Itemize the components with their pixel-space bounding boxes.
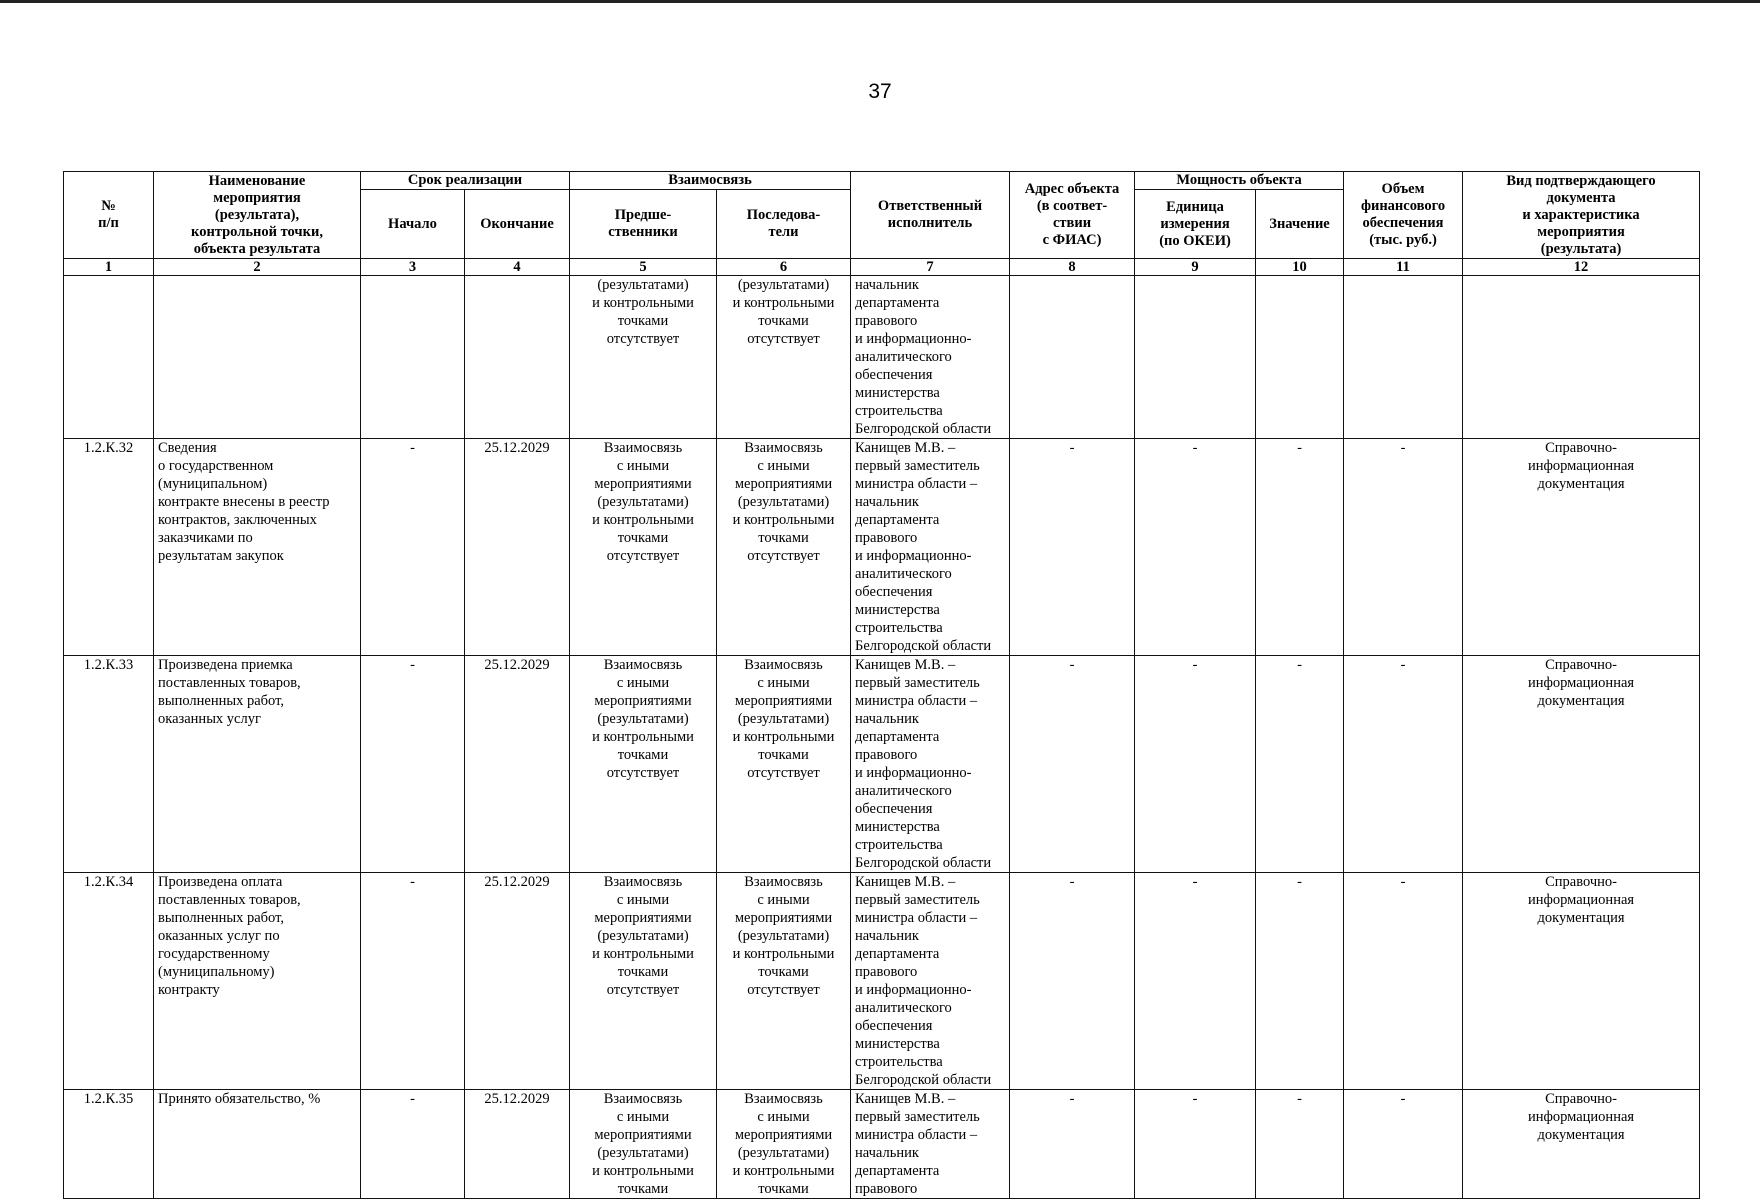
table-row bbox=[64, 1090, 1700, 1199]
cell-number bbox=[64, 276, 154, 439]
cell-end: 25.12.2029 bbox=[465, 873, 570, 1090]
cell-value: - bbox=[1256, 439, 1344, 656]
cell-doc: Справочно- информационная документация bbox=[1463, 439, 1700, 656]
cell-end: 25.12.2029 bbox=[465, 656, 570, 873]
header-start: Начало bbox=[361, 190, 465, 259]
cell-responsible: Канищев М.В. – первый заместитель министра области – начальник департамента правового и информационно- аналитического обеспечения министерства строительства Белгородской области bbox=[851, 873, 1010, 1090]
cell-number: 1.2.К.34 bbox=[64, 873, 154, 1090]
cell-responsible: Канищев М.В. – первый заместитель министра области – начальник департамента правового и информационно- аналитического обеспечения министерства строительства Белгородской области bbox=[851, 656, 1010, 873]
top-border-line bbox=[0, 0, 1760, 3]
cell-doc: Справочно- информационная документация bbox=[1463, 1090, 1700, 1199]
column-number: 10 bbox=[1256, 259, 1344, 276]
cell-start: - bbox=[361, 873, 465, 1090]
header-predecessors: Предше- ственники bbox=[570, 190, 717, 259]
cell-finance: - bbox=[1344, 873, 1463, 1090]
column-number-row bbox=[64, 259, 1700, 276]
cell-doc: Справочно- информационная документация bbox=[1463, 656, 1700, 873]
cell-start: - bbox=[361, 1090, 465, 1199]
table-row bbox=[64, 873, 1700, 1090]
cell-successors: Взаимосвязь с иными мероприятиями (результатами) и контрольными точками отсутствует bbox=[717, 656, 851, 873]
cell-value: - bbox=[1256, 873, 1344, 1090]
column-number: 6 bbox=[717, 259, 851, 276]
cell-responsible: Канищев М.В. – первый заместитель министра области – начальник департамента правового и информационно- аналитического обеспечения министерства строительства Белгородской области bbox=[851, 439, 1010, 656]
cell-start bbox=[361, 276, 465, 439]
column-number: 1 bbox=[64, 259, 154, 276]
cell-finance: - bbox=[1344, 439, 1463, 656]
header-srok: Срок реализации bbox=[361, 172, 570, 190]
cell-value bbox=[1256, 276, 1344, 439]
cell-start: - bbox=[361, 439, 465, 656]
cell-address: - bbox=[1010, 439, 1135, 656]
column-number: 3 bbox=[361, 259, 465, 276]
cell-start: - bbox=[361, 656, 465, 873]
cell-number: 1.2.К.32 bbox=[64, 439, 154, 656]
cell-unit: - bbox=[1135, 873, 1256, 1090]
cell-predecessors: (результатами) и контрольными точками отсутствует bbox=[570, 276, 717, 439]
column-number: 7 bbox=[851, 259, 1010, 276]
cell-name: Произведена оплата поставленных товаров, выполненных работ, оказанных услуг по государственному (муниципальному) контракту bbox=[154, 873, 361, 1090]
header-responsible: Ответственный исполнитель bbox=[851, 172, 1010, 259]
cell-finance: - bbox=[1344, 656, 1463, 873]
cell-address bbox=[1010, 276, 1135, 439]
header-unit: Единица измерения (по ОКЕИ) bbox=[1135, 190, 1256, 259]
column-number: 9 bbox=[1135, 259, 1256, 276]
column-number: 2 bbox=[154, 259, 361, 276]
cell-successors: Взаимосвязь с иными мероприятиями (результатами) и контрольными точками bbox=[717, 1090, 851, 1199]
cell-value: - bbox=[1256, 1090, 1344, 1199]
cell-name: Сведения о государственном (муниципальном) контракте внесены в реестр контрактов, заключенных заказчиками по результатам закупок bbox=[154, 439, 361, 656]
column-number: 11 bbox=[1344, 259, 1463, 276]
cell-address: - bbox=[1010, 656, 1135, 873]
header-finance: Объем финансового обеспечения (тыс. руб.) bbox=[1344, 172, 1463, 259]
cell-responsible: начальник департамента правового и информационно- аналитического обеспечения министерства строительства Белгородской области bbox=[851, 276, 1010, 439]
cell-finance: - bbox=[1344, 1090, 1463, 1199]
cell-successors: Взаимосвязь с иными мероприятиями (результатами) и контрольными точками отсутствует bbox=[717, 439, 851, 656]
header-name: Наименование мероприятия (результата), контрольной точки, объекта результата bbox=[154, 172, 361, 259]
cell-value: - bbox=[1256, 656, 1344, 873]
header-number: № п/п bbox=[64, 172, 154, 259]
cell-doc: Справочно- информационная документация bbox=[1463, 873, 1700, 1090]
cell-doc bbox=[1463, 276, 1700, 439]
column-number: 4 bbox=[465, 259, 570, 276]
header-successors: Последова- тели bbox=[717, 190, 851, 259]
cell-unit: - bbox=[1135, 656, 1256, 873]
cell-predecessors: Взаимосвязь с иными мероприятиями (результатами) и контрольными точками bbox=[570, 1090, 717, 1199]
cell-predecessors: Взаимосвязь с иными мероприятиями (результатами) и контрольными точками отсутствует bbox=[570, 439, 717, 656]
column-number: 8 bbox=[1010, 259, 1135, 276]
cell-number: 1.2.К.33 bbox=[64, 656, 154, 873]
table-row bbox=[64, 439, 1700, 656]
column-number: 12 bbox=[1463, 259, 1700, 276]
plan-table bbox=[63, 171, 1700, 1199]
cell-successors: Взаимосвязь с иными мероприятиями (результатами) и контрольными точками отсутствует bbox=[717, 873, 851, 1090]
cell-end bbox=[465, 276, 570, 439]
cell-finance bbox=[1344, 276, 1463, 439]
cell-name: Произведена приемка поставленных товаров, выполненных работ, оказанных услуг bbox=[154, 656, 361, 873]
header-doc: Вид подтверждающего документа и характеристика мероприятия (результата) bbox=[1463, 172, 1700, 259]
cell-unit: - bbox=[1135, 1090, 1256, 1199]
cell-successors: (результатами) и контрольными точками отсутствует bbox=[717, 276, 851, 439]
column-number: 5 bbox=[570, 259, 717, 276]
header-value: Значение bbox=[1256, 190, 1344, 259]
table-row bbox=[64, 656, 1700, 873]
cell-predecessors: Взаимосвязь с иными мероприятиями (результатами) и контрольными точками отсутствует bbox=[570, 656, 717, 873]
cell-end: 25.12.2029 bbox=[465, 439, 570, 656]
header-link: Взаимосвязь bbox=[570, 172, 851, 190]
page-number: 37 bbox=[868, 80, 892, 103]
cell-name bbox=[154, 276, 361, 439]
cell-unit: - bbox=[1135, 439, 1256, 656]
cell-predecessors: Взаимосвязь с иными мероприятиями (результатами) и контрольными точками отсутствует bbox=[570, 873, 717, 1090]
cell-name: Принято обязательство, % bbox=[154, 1090, 361, 1199]
header-address: Адрес объекта (в соответ- ствии с ФИАС) bbox=[1010, 172, 1135, 259]
cell-end: 25.12.2029 bbox=[465, 1090, 570, 1199]
header-end: Окончание bbox=[465, 190, 570, 259]
header-power: Мощность объекта bbox=[1135, 172, 1344, 190]
table-row-continuation bbox=[64, 276, 1700, 439]
cell-number: 1.2.К.35 bbox=[64, 1090, 154, 1199]
cell-address: - bbox=[1010, 1090, 1135, 1199]
cell-unit bbox=[1135, 276, 1256, 439]
cell-address: - bbox=[1010, 873, 1135, 1090]
cell-responsible: Канищев М.В. – первый заместитель министра области – начальник департамента правового bbox=[851, 1090, 1010, 1199]
